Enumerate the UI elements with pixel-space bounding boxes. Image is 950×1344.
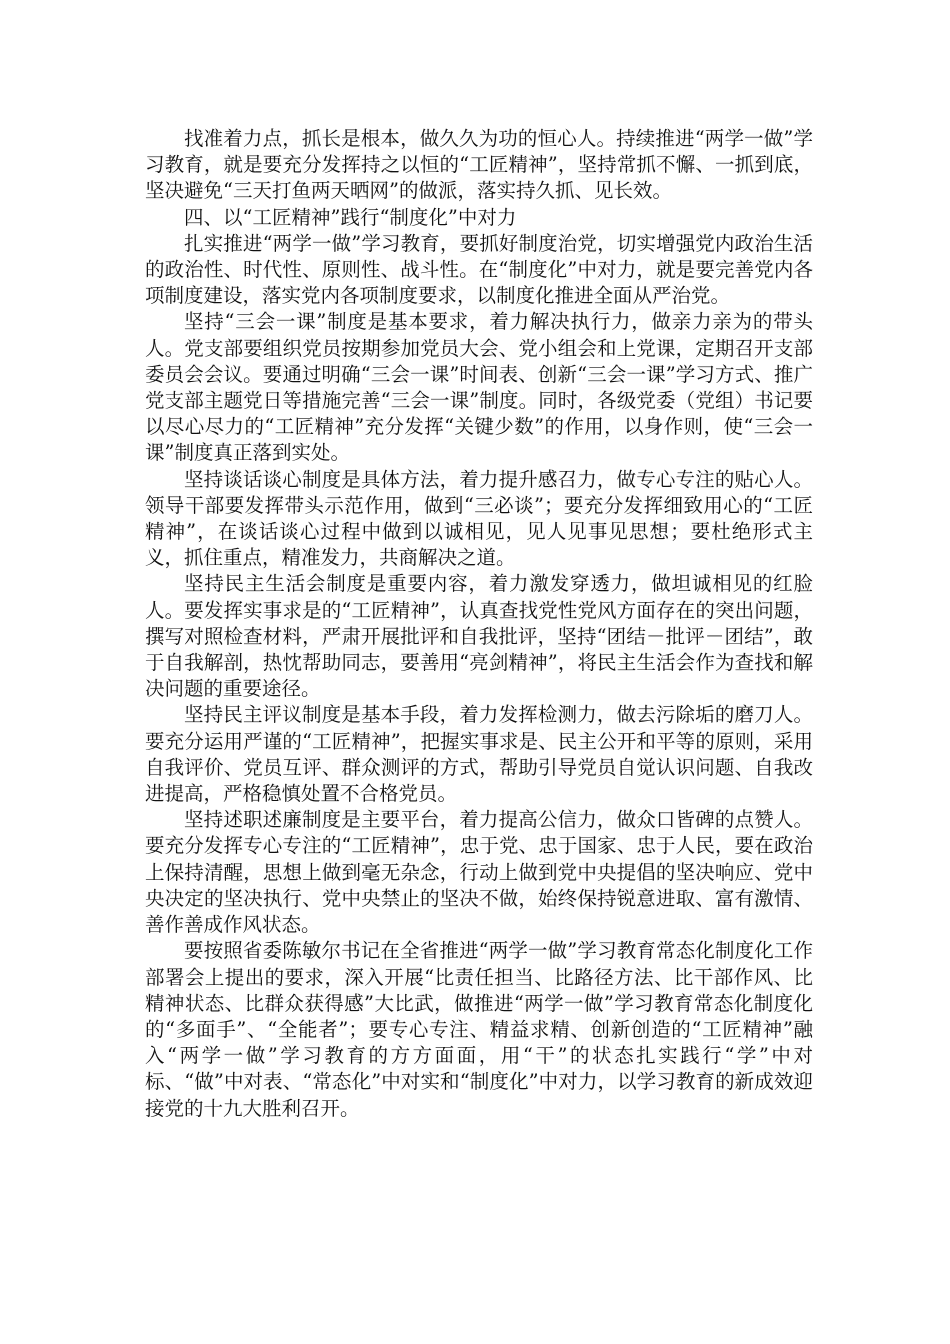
section-heading-institutionalization: 四、以“工匠精神”践行“制度化”中对力 [184, 205, 517, 229]
paragraph-heart-to-heart-talks: 坚持谈话谈心制度是具体方法，着力提升感召力，做专心专注的贴心人。领导干部要发挥带头示范作用，做到“三必谈”；要充分发挥细致用心的“工匠精神”，在谈话谈心过程中做到以诚相见，见人见事见思想；要杜绝形式主义，抓住重点，精准发力，共商解决之道。 [145, 467, 813, 570]
paragraph-long-term-effort: 找准着力点，抓长是根本，做久久为功的恒心人。持续推进“两学一做”学习教育，就是要充分发挥持之以恒的“工匠精神”，坚持常抓不懈、一抓到底，坚决避免“三天打鱼两天晒网”的做派，落实持久抓、见长效。 [145, 127, 813, 203]
paragraph-institutional-governance: 扎实推进“两学一做”学习教育，要抓好制度治党，切实增强党内政治生活的政治性、时代性、原则性、战斗性。在“制度化”中对力，就是要完善党内各项制度建设，落实党内各项制度要求，以制度化推进全面从严治党。 [145, 231, 813, 308]
document-body [145, 126, 813, 1122]
paragraph-duty-integrity-reports: 坚持述职述廉制度是主要平台，着力提高公信力，做众口皆碑的点赞人。要充分发挥专心专注的“工匠精神”，忠于党、忠于国家、忠于人民，要在政治上保持清醒，思想上做到毫无杂念，行动上做到党中央提倡的坚决响应、党中央决定的坚决执行、党中央禁止的坚决不做，始终保持锐意进取、富有激情、善作善成作风状态。 [145, 808, 813, 937]
paragraph-three-meetings-one-lesson: 坚持“三会一课”制度是基本要求，着力解决执行力，做亲力亲为的带头人。党支部要组织党员按期参加党员大会、党小组会和上党课，定期召开支部委员会会议。要通过明确“三会一课”时间表、创新“三会一课”学习方式、推广党支部主题党日等措施完善“三会一课”制度。同时，各级党委（党组）书记要以尽心尽力的“工匠精神”充分发挥“关键少数”的作用，以身作则，使“三会一课”制度真正落到实处。 [145, 310, 813, 465]
paragraph-democratic-life-meeting: 坚持民主生活会制度是重要内容，着力激发穿透力，做坦诚相见的红脸人。要发挥实事求是的“工匠精神”，认真查找党性党风方面存在的突出问题，撰写对照检查材料，严肃开展批评和自我批评，坚持“团结－批评－团结”，敢于自我解剖，热忱帮助同志，要善用“亮剑精神”，将民主生活会作为查找和解决问题的重要途径。 [145, 572, 813, 701]
paragraph-democratic-appraisal: 坚持民主评议制度是基本手段，着力发挥检测力，做去污除垢的磨刀人。要充分运用严谨的“工匠精神”，把握实事求是、民主公开和平等的原则，采用自我评价、党员互评、群众测评的方式，帮助引导党员自觉认识问题、自我改进提高，严格稳慎处置不合格党员。 [145, 703, 813, 806]
paragraph-closing-requirements: 要按照省委陈敏尔书记在全省推进“两学一做”学习教育常态化制度化工作部署会上提出的要求，深入开展“比责任担当、比路径方法、比干部作风、比精神状态、比群众获得感”大比武，做推进“两学一做”学习教育常态化制度化的“多面手”、“全能者”；要专心专注、精益求精、创新创造的“工匠精神”融入“两学一做”学习教育的方方面面，用“干”的状态扎实践行“学”中对标、“做”中对表、“常态化”中对实和“制度化”中对力，以学习教育的新成效迎接党的十九大胜利召开。 [145, 939, 813, 1120]
